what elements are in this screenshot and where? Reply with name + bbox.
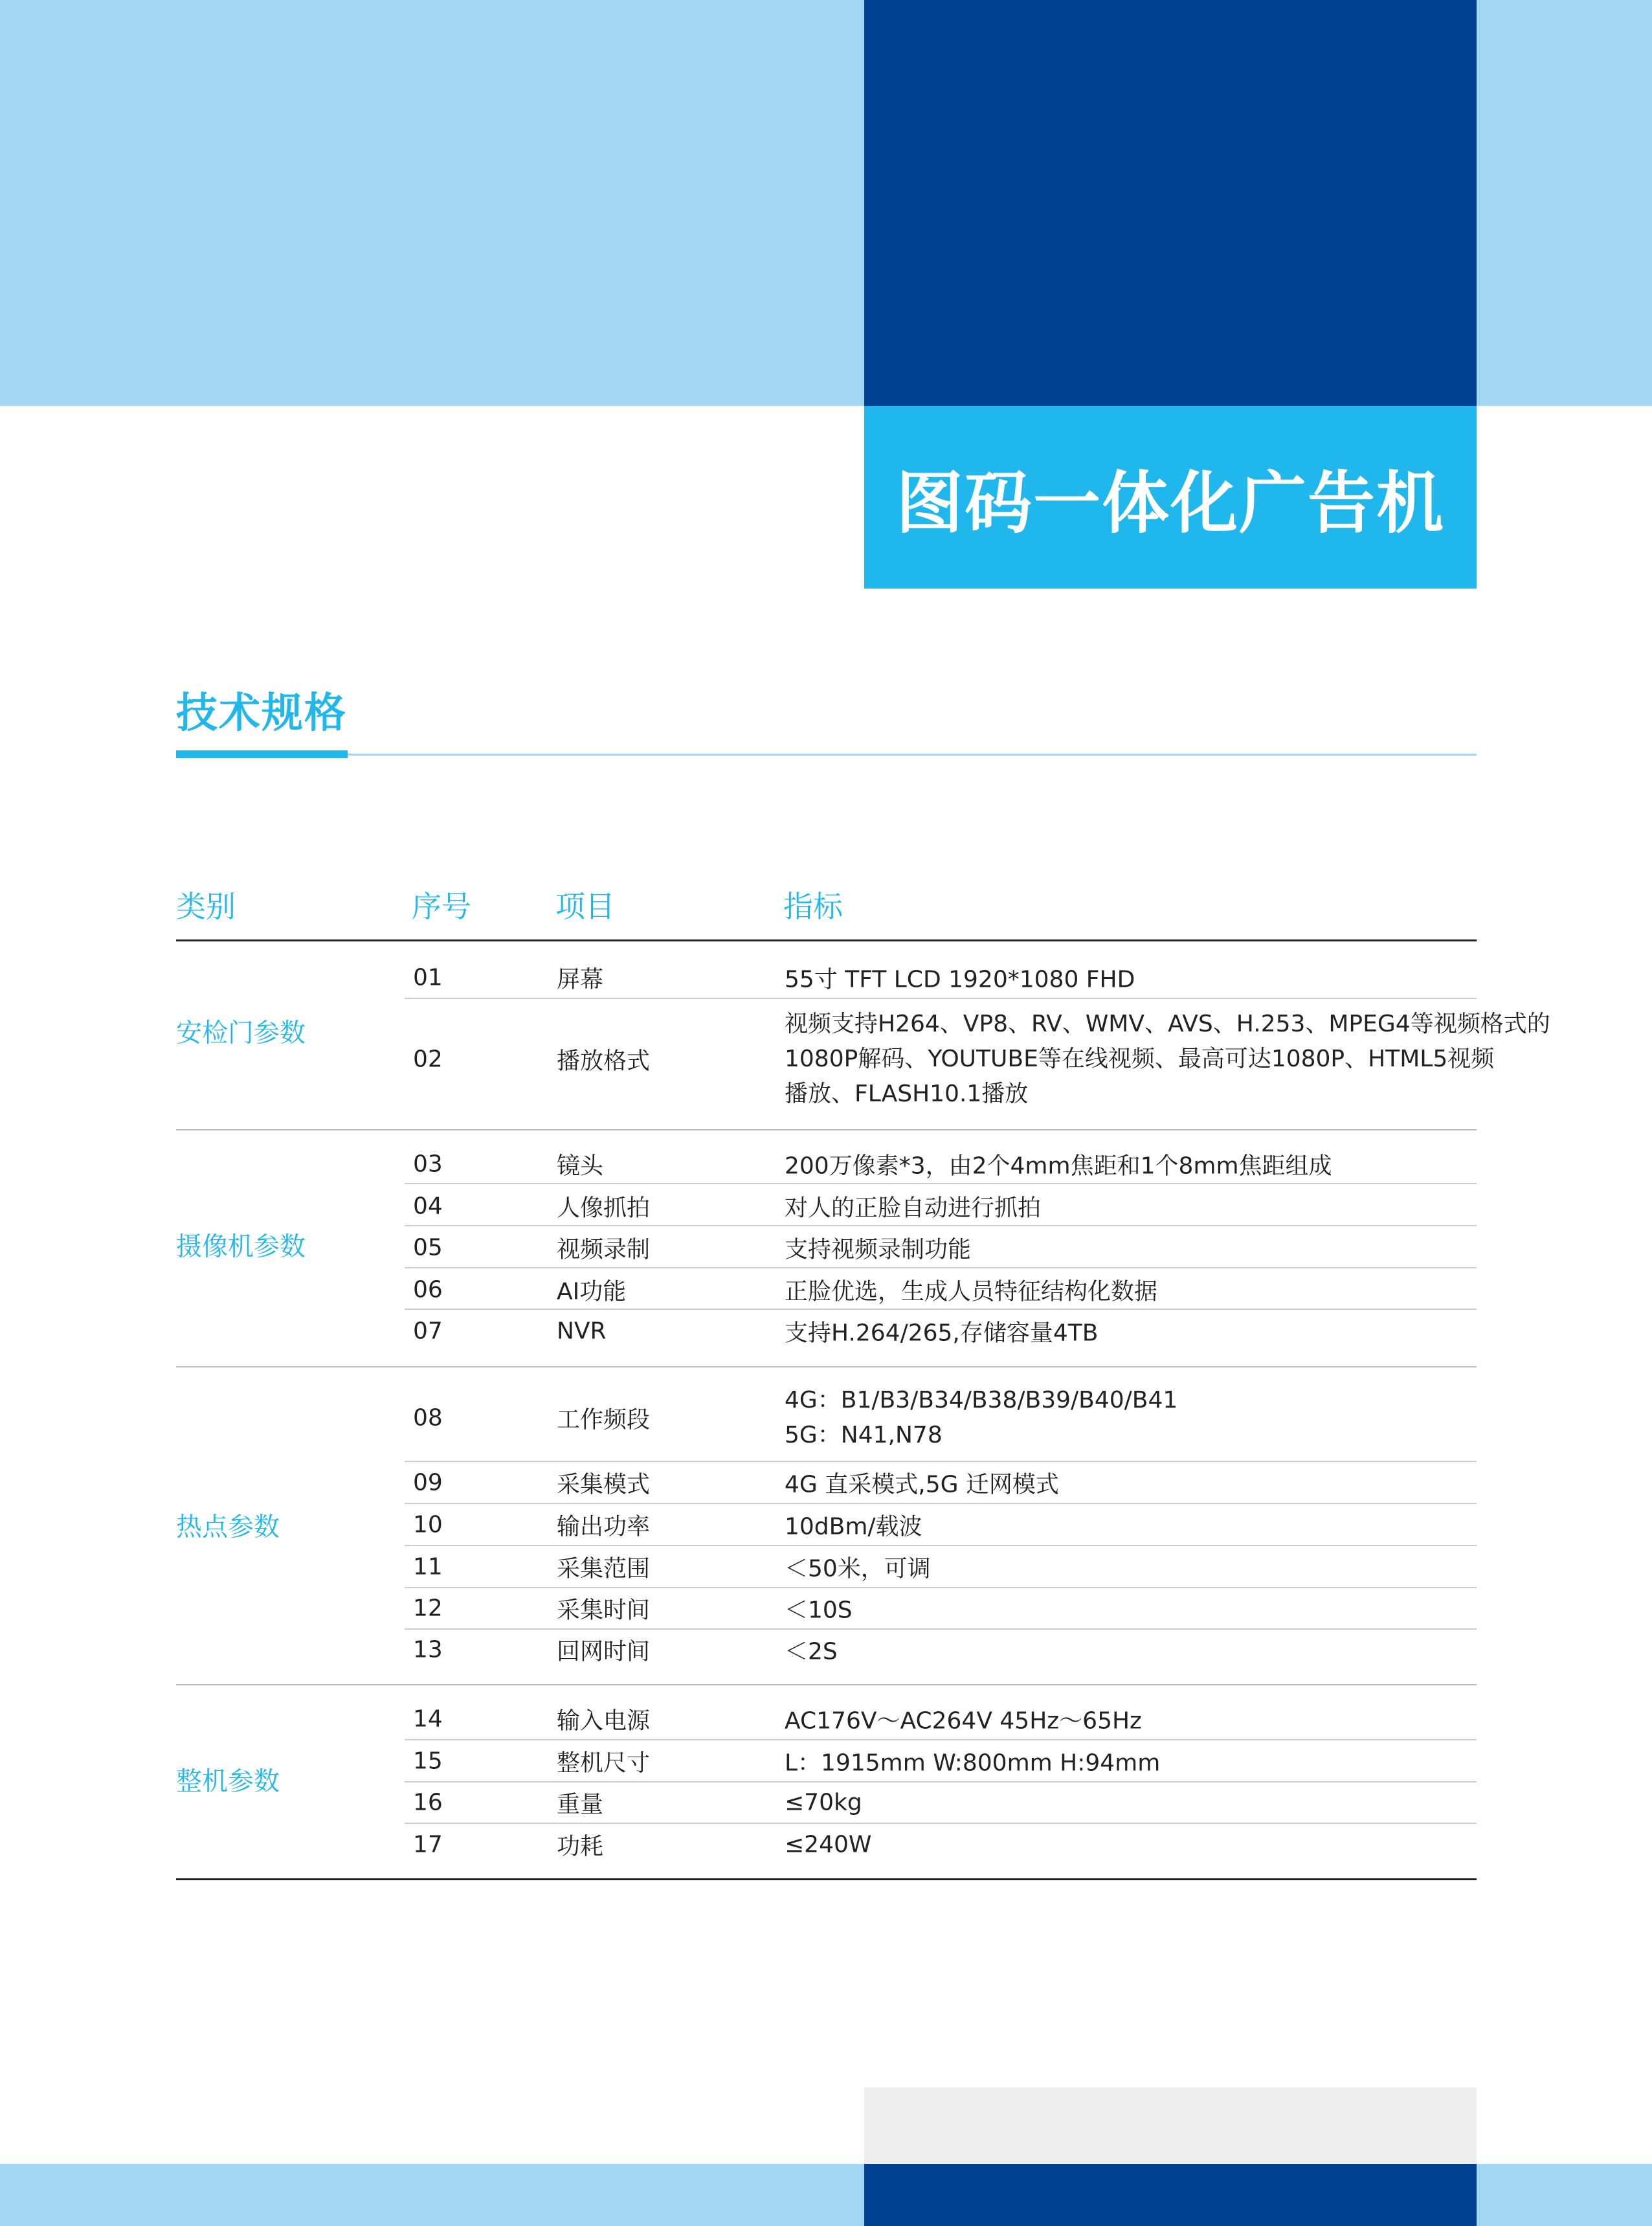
row-divider	[405, 1225, 1477, 1226]
row-seq: 13	[413, 1636, 443, 1663]
row-spec: 4G 直采模式,5G 迁网模式	[785, 1471, 1059, 1498]
row-seq: 14	[413, 1705, 443, 1733]
row-item: 采集时间	[557, 1597, 651, 1624]
row-seq: 03	[413, 1151, 443, 1178]
row-item: 视频录制	[557, 1236, 651, 1263]
section-rule	[176, 754, 1477, 756]
category-label: 热点参数	[176, 1512, 280, 1542]
page-title: 图码一体化广告机	[895, 464, 1445, 543]
header-spec: 指标	[783, 889, 843, 924]
category-label: 安检门参数	[176, 1018, 306, 1048]
row-spec: AC176V～AC264V 45Hz～65Hz	[785, 1707, 1142, 1735]
row-seq: 17	[413, 1831, 443, 1858]
row-seq: 07	[413, 1318, 443, 1345]
row-item: AI功能	[557, 1278, 627, 1305]
row-item: 输入电源	[557, 1707, 651, 1735]
row-seq: 16	[413, 1789, 443, 1816]
row-seq: 15	[413, 1748, 443, 1775]
row-seq: 09	[413, 1469, 443, 1496]
row-item: 整机尺寸	[557, 1749, 651, 1777]
row-divider	[405, 1628, 1477, 1630]
header-category: 类别	[176, 889, 236, 924]
row-item: 人像抓拍	[557, 1195, 651, 1222]
footer-dark-block	[864, 2164, 1477, 2226]
section-title: 技术规格	[176, 690, 347, 737]
row-spec: 200万像素*3，由2个4mm焦距和1个8mm焦距组成	[785, 1152, 1332, 1180]
table-header-rule	[176, 939, 1477, 941]
header-seq: 序号	[412, 889, 471, 924]
row-divider	[405, 1183, 1477, 1184]
row-item: 重量	[557, 1791, 604, 1818]
footer-gray-block	[864, 2087, 1477, 2164]
category-label: 整机参数	[176, 1766, 280, 1797]
row-spec: 支持视频录制功能	[785, 1236, 972, 1263]
row-seq: 11	[413, 1553, 443, 1580]
row-spec: 对人的正脸自动进行抓拍	[785, 1195, 1042, 1222]
row-spec: 55寸 TFT LCD 1920*1080 FHD	[785, 966, 1135, 993]
row-spec: ＜50米，可调	[785, 1555, 931, 1582]
group-divider	[176, 1366, 1477, 1367]
row-spec: ≤240W	[785, 1831, 872, 1858]
row-divider	[405, 1503, 1477, 1504]
row-divider	[405, 1823, 1477, 1824]
row-spec: 10dBm/载波	[785, 1513, 922, 1540]
header-item: 项目	[555, 889, 615, 924]
row-seq: 02	[413, 1046, 443, 1073]
row-item: 功耗	[557, 1833, 604, 1860]
row-spec: ＜10S	[785, 1597, 853, 1624]
row-spec: ≤70kg	[785, 1789, 862, 1816]
row-spec: 正脸优选，生成人员特征结构化数据	[785, 1278, 1158, 1305]
row-spec-line: 视频支持H264、VP8、RV、WMV、AVS、H.253、MPEG4等视频格式的	[785, 1011, 1550, 1037]
row-seq: 05	[413, 1234, 443, 1261]
row-divider	[405, 1267, 1477, 1268]
row-spec-line: 播放、FLASH10.1播放	[785, 1081, 1029, 1107]
row-item: NVR	[557, 1318, 607, 1345]
row-spec-line: 5G：N41,N78	[785, 1422, 943, 1448]
category-label: 摄像机参数	[176, 1231, 306, 1262]
row-spec	[785, 1383, 1178, 1453]
row-spec-line: 1080P解码、YOUTUBE等在线视频、最高可达1080P、HTML5视频	[785, 1046, 1495, 1072]
row-spec-line: 4G：B1/B3/B34/B38/B39/B40/B41	[785, 1387, 1178, 1413]
row-seq: 12	[413, 1595, 443, 1622]
row-seq: 04	[413, 1193, 443, 1220]
row-item: 采集范围	[557, 1555, 651, 1582]
row-seq: 06	[413, 1276, 443, 1303]
row-spec: 支持H.264/265,存储容量4TB	[785, 1320, 1099, 1347]
row-spec	[785, 1007, 1550, 1112]
row-item: 屏幕	[557, 966, 604, 993]
row-item: 输出功率	[557, 1513, 651, 1540]
row-divider	[405, 1545, 1477, 1546]
row-seq: 08	[413, 1404, 443, 1432]
row-divider	[405, 1309, 1477, 1310]
row-divider	[405, 1739, 1477, 1740]
row-item: 镜头	[557, 1152, 604, 1180]
row-seq: 10	[413, 1511, 443, 1538]
group-divider	[176, 1129, 1477, 1130]
row-divider	[405, 998, 1477, 999]
row-divider	[405, 1781, 1477, 1782]
row-divider	[405, 1461, 1477, 1462]
row-seq: 01	[413, 964, 443, 991]
row-spec: ＜2S	[785, 1638, 838, 1665]
header-dark-block	[864, 0, 1477, 406]
row-divider	[405, 1587, 1477, 1588]
row-item: 回网时间	[557, 1638, 651, 1665]
group-divider	[176, 1684, 1477, 1685]
row-item: 采集模式	[557, 1471, 651, 1498]
table-bottom-rule	[176, 1878, 1477, 1880]
section-rule-accent	[176, 750, 348, 758]
row-spec: L：1915mm W:800mm H:94mm	[785, 1749, 1161, 1777]
row-item: 工作频段	[557, 1406, 651, 1433]
row-item: 播放格式	[557, 1048, 651, 1075]
